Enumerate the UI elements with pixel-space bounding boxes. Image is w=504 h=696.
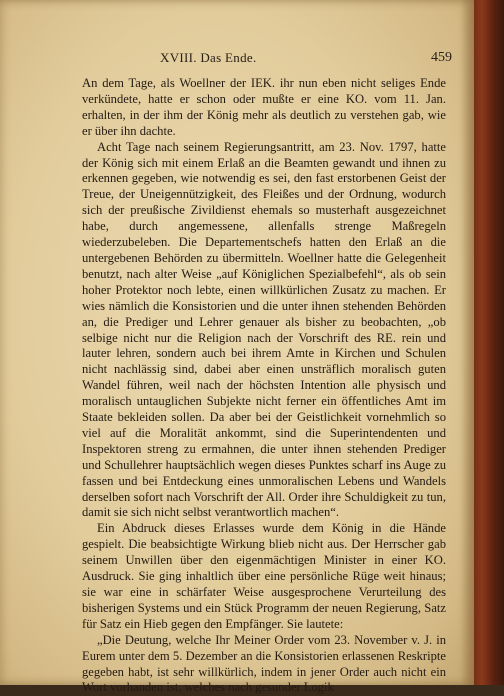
- page-number: 459: [431, 50, 452, 65]
- book-spine-edge: [470, 0, 504, 685]
- running-header: [60, 50, 454, 68]
- body-text: [82, 76, 446, 696]
- paragraph-4: „Die Deutung, welche Ihr Meiner Order vom 23. November v. J. in Eurem unter dem 5. Dezember an die Konsistorien erlassenen Reskripte gegeben habt, ist sehr willkürlich, indem in jener Order auch nicht ein Wort vorhanden ist, welches nach gesunder Logik: [82, 632, 446, 695]
- paragraph-1: An dem Tage, als Woellner der IEK. ihr nun eben nicht seliges Ende verkündete, hatte er schon oder mußte er eine KO. vom 11. Jan. erhalten, in der ihm der König mehr als deutlich zu verstehen gab, wie er über ihn dachte.: [82, 76, 446, 138]
- chapter-title: XVIII. Das Ende.: [160, 50, 257, 65]
- paragraph-2: Acht Tage nach seinem Regierungsantritt, am 23. Nov. 1797, hatte der König sich mit einem Erlaß an die Beamten gewandt und ihnen zu erkennen gegeben, wie notwendig es sei, den fast erstorbenen Geist der Treue, der Uneigennützigkeit, des Fleißes und der Ordnung, wodurch sich der preußische Zivildienst ehemals so musterhaft ausgezeichnet habe, durch angemessene, allenfalls strenge Maßregeln wiederzubeleben. Die Departementschefs hatten den Erlaß an die untergebenen Behörden zu übermitteln. Woellner hatte die Gelegenheit benutzt, nach alter Weise „auf Königlichen Spezialbefehl“, als ob sein hoher Protektor noch lebte, einen willkürlichen Zusatz zu machen. Er wies nämlich die Konsistorien und die unter ihnen stehenden Behörden an, die Prediger und Lehrer genauer als bisher zu beobachten, „ob selbige nicht nur die Religion nach der Vorschrift des RE. rein und lauter lehren, sondern auch bei ihrem Amte in Kirchen und Schulen nicht nachlässig sind, dabei aber einen unsträflich moralisch guten Wandel führen, weil nach der höchsten Intention alle physisch und moralisch untauglichen Subjekte nicht ferner ein öffentliches Amt im Staate bekleiden sollen. Da aber bei der Geistlichkeit vornehmlich so viel auf die Moralität ankommt, sind die Superintendenten und Inspektoren streng zu ermahnen, die unter ihnen stehenden Prediger und Schullehrer hauptsächlich wegen dieses Punktes scharf ins Auge zu fassen und bei Entdeckung eines unmoralischen Lebens und Wandels derselben sofort nach Vorschrift der All. Order ihre Schuldigkeit zu tun, damit sie sich nicht selbst verantwortlich machen“.: [82, 139, 446, 520]
- paragraph-3: Ein Abdruck dieses Erlasses wurde dem König in die Hände gespielt. Die beabsichtigte Wirkung blieb nicht aus. Der Herrscher gab seinem Unwillen über den eigenmächtigen Minister in einer KO. Ausdruck. Sie ging inhaltlich über eine persönliche Rüge weit hinaus; sie war eine in schärfater Weise ausgesprochene Verurteilung des bisherigen Systems und ein Stück Programm der neuen Regierung, Satz für Satz ein Hieb gegen den Empfänger. Sie lautete:: [82, 521, 446, 631]
